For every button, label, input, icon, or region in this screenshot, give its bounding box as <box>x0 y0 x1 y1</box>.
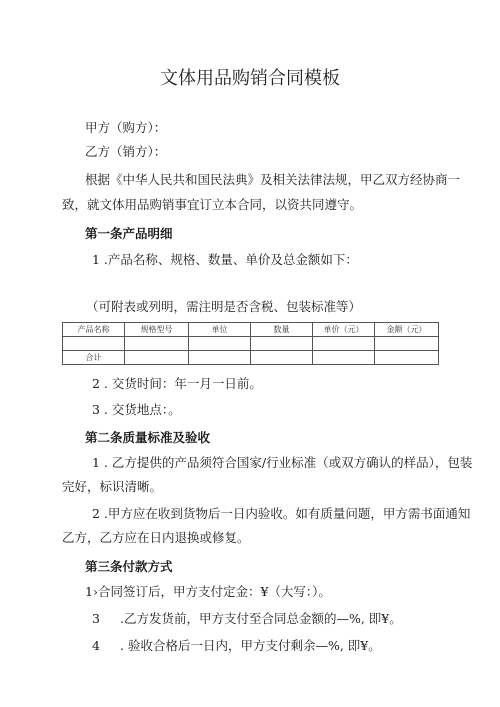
section-2-item-2-line2: 乙方，乙方应在日内退换或修复。 <box>62 530 250 545</box>
table-cell <box>313 337 375 351</box>
product-table <box>62 322 439 365</box>
section-3-item-1: 1›合同签订后，甲方支付定金：¥（大写：）。 <box>85 584 331 599</box>
section-2-item-1-line1: 1 . 乙方提供的产品须符合国家/行业标准（或双方确认的样品），包装 <box>92 455 473 470</box>
table-header-cell: 数量 <box>251 323 313 337</box>
section-1-heading: 第一条产品明细 <box>85 226 173 241</box>
section-3-item-3-number: 4 <box>92 638 100 653</box>
section-1-item-1: 1 .产品名称、规格、数量、单价及总金额如下： <box>92 252 358 267</box>
table-cell <box>375 351 439 365</box>
table-cell <box>375 337 439 351</box>
intro-paragraph-line2: 致，就文体用品购销事宜订立本合同，以资共同遵守。 <box>62 197 363 212</box>
table-cell <box>251 351 313 365</box>
table-cell <box>189 351 251 365</box>
section-3-item-3: . 验收合格后一日内，甲方支付剩余—%, 即¥。 <box>120 638 381 653</box>
table-header-cell: 单位 <box>189 323 251 337</box>
section-3-heading: 第三条付款方式 <box>85 559 173 574</box>
section-2-item-2-line1: 2 .甲方应在收到货物后一日内验收。如有质量问题，甲方需书面通知 <box>92 506 471 521</box>
table-cell <box>125 337 189 351</box>
table-header-cell: 单价（元） <box>313 323 375 337</box>
section-1-item-3: 3 . 交货地点：。 <box>92 402 181 417</box>
page-title: 文体用品购销合同模板 <box>160 68 340 89</box>
table-total-row <box>63 351 439 365</box>
table-cell <box>189 337 251 351</box>
section-3-item-2: .乙方发货前，甲方支付至合同总金额的—%, 即¥。 <box>120 611 402 626</box>
party-a-label: 甲方（购方）： <box>85 120 167 135</box>
table-header-cell: 金额（元） <box>375 323 439 337</box>
table-cell <box>63 337 125 351</box>
section-1-item-2: 2 . 交货时间：年一月一日前。 <box>92 376 262 391</box>
table-cell: 合计 <box>63 351 125 365</box>
section-2-item-1-line2: 完好，标识清晰。 <box>62 479 163 494</box>
party-b-label: 乙方（销方）： <box>85 144 167 159</box>
intro-paragraph-line1: 根据《中华人民共和国民法典》及相关法律法规，甲乙双方经协商一 <box>85 172 461 187</box>
table-cell <box>125 351 189 365</box>
table-row <box>63 337 439 351</box>
table-cell <box>313 351 375 365</box>
table-header-cell: 规格型号 <box>125 323 189 337</box>
table-cell <box>251 337 313 351</box>
table-header-cell: 产品名称 <box>63 323 125 337</box>
section-3-item-2-number: 3 <box>92 611 100 626</box>
table-header-row <box>63 323 439 337</box>
section-2-heading: 第二条质量标准及验收 <box>85 430 211 445</box>
table-note: （可附表或列明，需注明是否含税、包装标准等） <box>86 299 362 314</box>
